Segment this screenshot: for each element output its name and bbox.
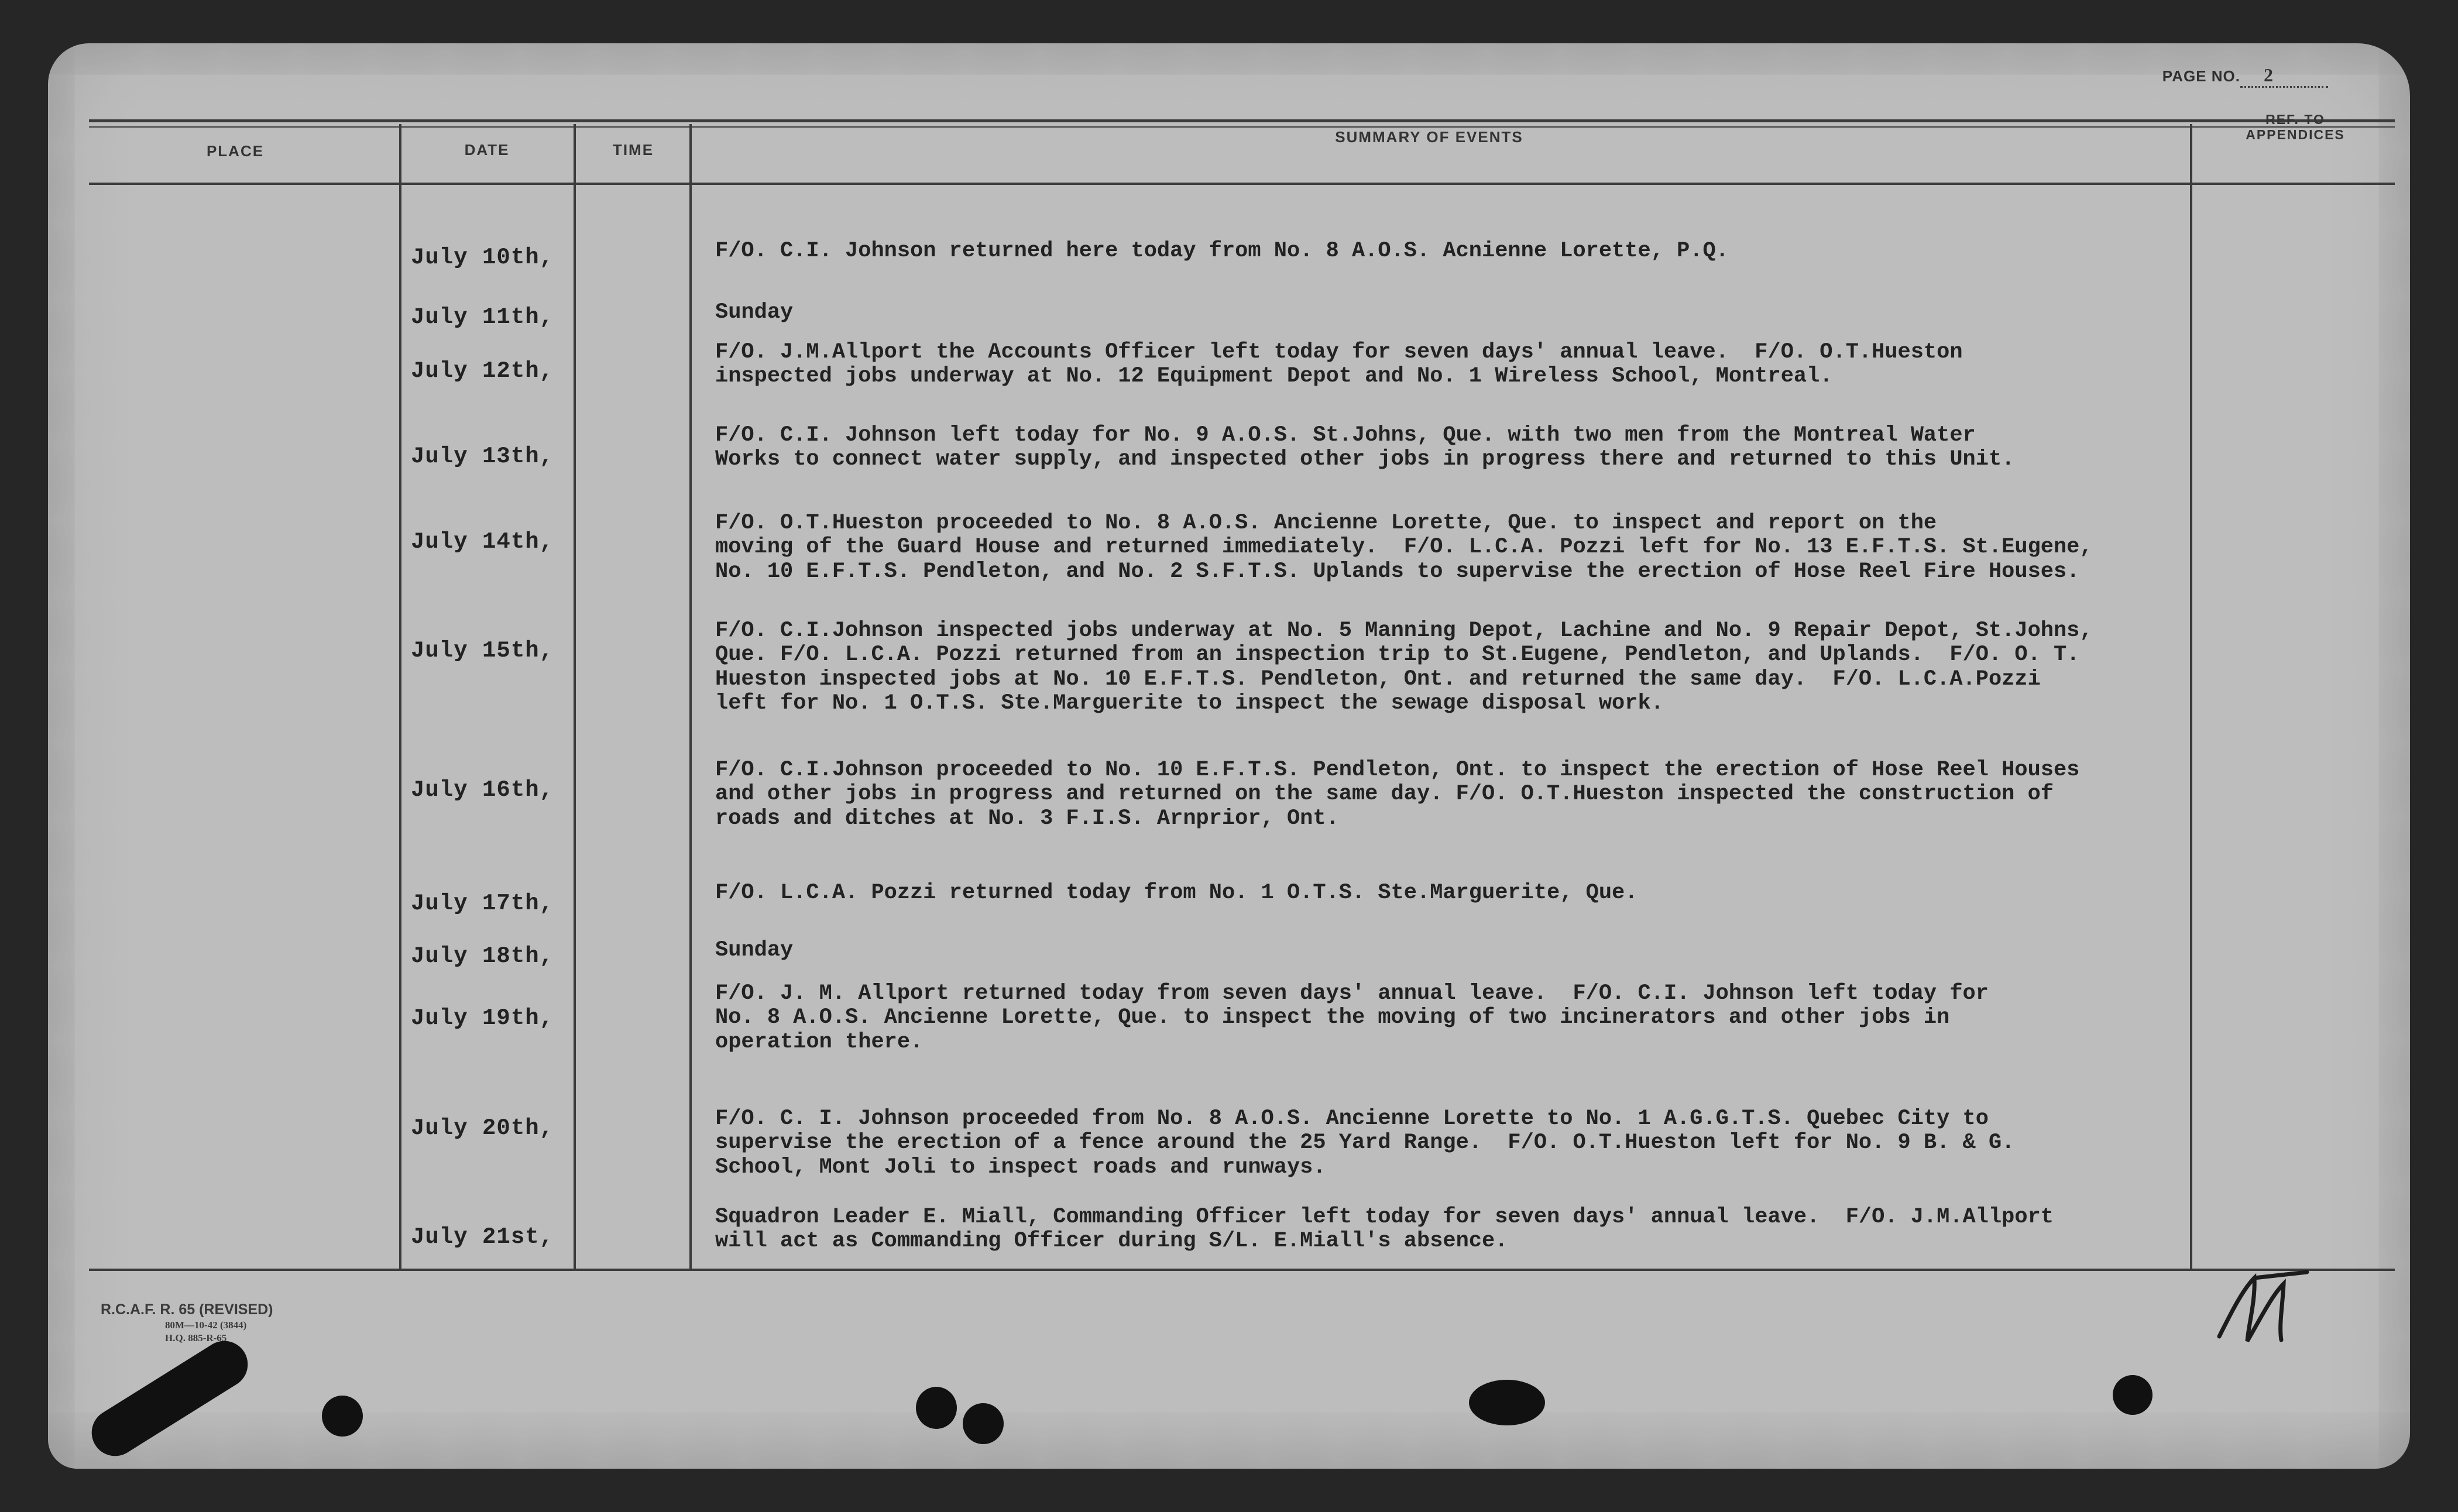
entry-text: F/O. C. I. Johnson proceeded from No. 8 A.O.S. Ancienne Lorette to No. 1 A.G.G.T.S. Quebec City to supervise the erection of a fence around the 25 Yard Range. F/O. O.T.Hueston left for No. 9 B. & G. School, Mont Joli to inspect roads and runways. bbox=[715, 1106, 2015, 1180]
entry-text: F/O. O.T.Hueston proceeded to No. 8 A.O.S. Ancienne Lorette, Que. to inspect and report on the moving of the Guard House and returned immediately. F/O. L.C.A. Pozzi left for No. 13 E.F.T.S. St.Eugene, No. 10 E.F.T.S. Pendleton, and No. 2 S.F.T.S. Uplands to supervise the erection of Hose Reel Fire Houses. bbox=[715, 511, 2093, 584]
column-header-place: PLACE bbox=[206, 142, 265, 160]
page-number-value: 2 bbox=[2240, 64, 2328, 88]
header-top-rule bbox=[89, 119, 2395, 122]
entry-text: F/O. C.I.Johnson inspected jobs underway at No. 5 Manning Depot, Lachine and No. 9 Repair Depot, St.Johns, Que. F/O. L.C.A. Pozzi returned from an inspection trip to St.Eugene, Pendleton, and Uplands. F/O. O. T. Hueston inspected jobs at No. 10 E.F.T.S. Pendleton, Ont. and returned the same day. F/O. L.C.A.Pozzi left for No. 1 O.T.S. Ste.Marguerite to inspect the sewage disposal work. bbox=[715, 618, 2093, 716]
column-header-date: DATE bbox=[464, 141, 510, 159]
entry-date: July 19th, bbox=[411, 1005, 554, 1031]
entry-text: F/O. C.I. Johnson returned here today from No. 8 A.O.S. Acnienne Lorette, P.Q. bbox=[715, 239, 1729, 263]
entry-date: July 20th, bbox=[411, 1115, 554, 1141]
column-header-summary: SUMMARY OF EVENTS bbox=[1335, 128, 1523, 146]
entry-date: July 18th, bbox=[411, 943, 554, 969]
entry-date: July 12th, bbox=[411, 358, 554, 384]
binder-hole bbox=[322, 1396, 363, 1437]
binder-hole bbox=[963, 1403, 1004, 1444]
form-code-title: R.C.A.F. R. 65 (REVISED) bbox=[101, 1301, 273, 1318]
entry-text: Sunday bbox=[715, 300, 794, 325]
entry-date: July 10th, bbox=[411, 245, 554, 270]
header-bottom-rule bbox=[89, 183, 2395, 185]
entry-text: F/O. C.I.Johnson proceeded to No. 10 E.F.T.S. Pendleton, Ont. to inspect the erection of Hose Reel Houses and other jobs in progress and returned on the same day. F/O. O.T.Hueston inspected the construction of roads and ditches at No. 3 F.I.S. Arnprior, Ont. bbox=[715, 758, 2080, 831]
entry-text: Sunday bbox=[715, 938, 794, 963]
page-number-label: PAGE NO. bbox=[2162, 67, 2240, 85]
column-header-ref-line1: REF. TO bbox=[2265, 112, 2325, 127]
entry-date: July 14th, bbox=[411, 529, 554, 555]
column-divider-place-date bbox=[399, 124, 401, 1271]
header-top-rule-thin bbox=[89, 126, 2395, 128]
entry-date: July 15th, bbox=[411, 638, 554, 664]
entry-text: F/O. L.C.A. Pozzi returned today from No. 1 O.T.S. Ste.Marguerite, Que. bbox=[715, 881, 1638, 905]
column-divider-date-time bbox=[574, 124, 576, 1271]
binder-hole bbox=[2113, 1375, 2153, 1415]
column-divider-time-summary bbox=[689, 124, 692, 1271]
document-page bbox=[48, 43, 2410, 1469]
column-header-time: TIME bbox=[612, 141, 654, 159]
entry-text: Squadron Leader E. Miall, Commanding Officer left today for seven days' annual leave. F/O. J.M.Allport will act as Commanding Officer during S/L. E.Miall's absence. bbox=[715, 1205, 2054, 1254]
handwritten-initials bbox=[2213, 1266, 2319, 1348]
entry-text: F/O. J. M. Allport returned today from seven days' annual leave. F/O. C.I. Johnson left today for No. 8 A.O.S. Ancienne Lorette, Que. to inspect the moving of two incinerators and other jobs in operation there. bbox=[715, 981, 1989, 1054]
entry-date: July 13th, bbox=[411, 444, 554, 469]
column-header-ref-line2: APPENDICES bbox=[2246, 127, 2345, 142]
form-code-line2: 80M—10-42 (3844) bbox=[165, 1319, 247, 1331]
entry-text: F/O. C.I. Johnson left today for No. 9 A.O.S. St.Johns, Que. with two men from the Montreal Water Works to connect water supply, and inspected other jobs in progress there and returned to this Unit. bbox=[715, 423, 2015, 472]
form-code-line3: H.Q. 885-R-65 bbox=[165, 1332, 227, 1343]
table-bottom-rule bbox=[89, 1269, 2395, 1271]
page-number bbox=[2162, 64, 2328, 88]
entry-date: July 11th, bbox=[411, 304, 554, 330]
entry-date: July 16th, bbox=[411, 777, 554, 803]
entry-date: July 21st, bbox=[411, 1224, 554, 1250]
binder-hole bbox=[1469, 1380, 1545, 1425]
entry-date: July 17th, bbox=[411, 891, 554, 916]
entry-text: F/O. J.M.Allport the Accounts Officer left today for seven days' annual leave. F/O. O.T.Hueston inspected jobs underway at No. 12 Equipment Depot and No. 1 Wireless School, Montreal. bbox=[715, 340, 1963, 389]
form-code bbox=[101, 1300, 273, 1345]
binder-hole bbox=[916, 1387, 957, 1429]
